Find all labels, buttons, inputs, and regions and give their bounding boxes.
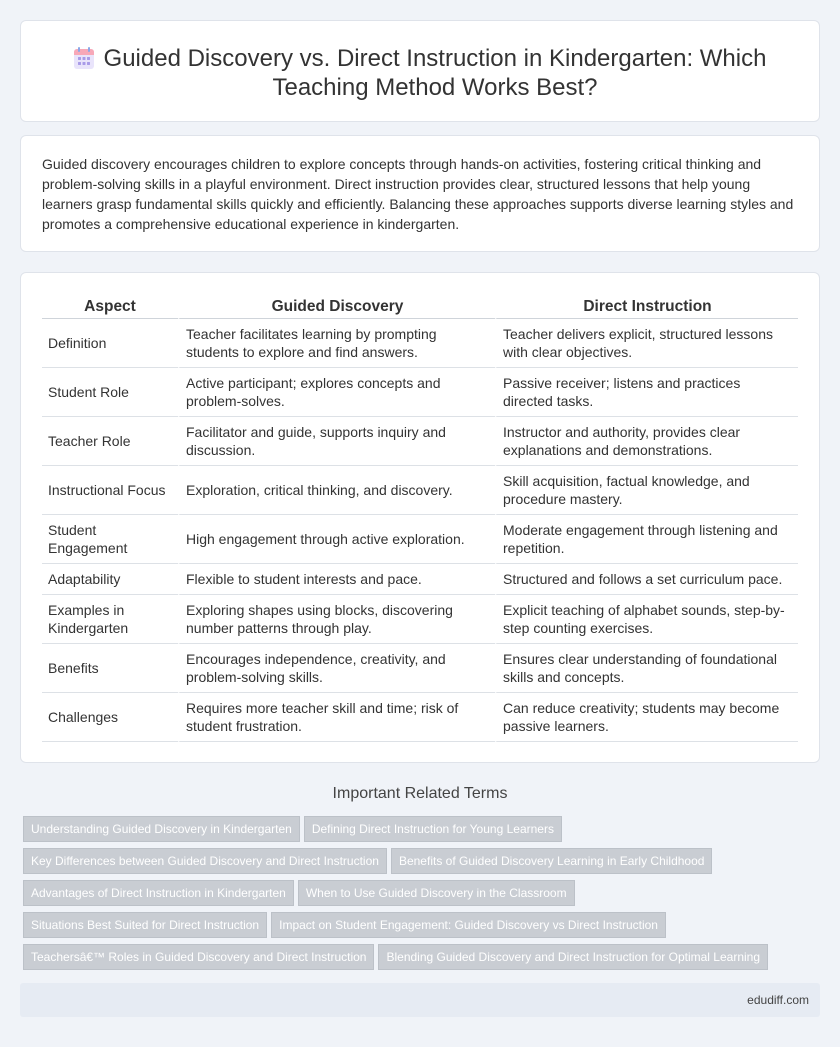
table-row [42,319,798,368]
row-guided: Facilitator and guide, supports inquiry and discussion. [178,417,495,466]
row-guided: Requires more teacher skill and time; risk of student frustration. [178,693,495,742]
table-row [42,466,798,515]
site-link[interactable]: edudiff.com [747,993,809,1007]
table-row [42,368,798,417]
row-aspect: Student Engagement [42,515,178,564]
row-aspect: Instructional Focus [42,466,178,515]
table-row [42,595,798,644]
row-direct: Instructor and authority, provides clear explanations and demonstrations. [495,417,798,466]
related-term-tag[interactable]: When to Use Guided Discovery in the Classroom [298,880,575,906]
comparison-table [42,296,798,742]
row-aspect: Challenges [42,693,178,742]
table-row [42,515,798,564]
row-direct: Ensures clear understanding of foundational skills and concepts. [495,644,798,693]
row-guided: High engagement through active exploration. [178,515,495,564]
title-card [20,20,820,122]
row-guided: Encourages independence, creativity, and problem-solving skills. [178,644,495,693]
row-direct: Explicit teaching of alphabet sounds, step-by-step counting exercises. [495,595,798,644]
row-guided: Teacher facilitates learning by prompting students to explore and find answers. [178,319,495,368]
related-term-tag[interactable]: Benefits of Guided Discovery Learning in Early Childhood [391,848,713,874]
table-row [42,564,798,595]
table-row [42,644,798,693]
related-term-tag[interactable]: Blending Guided Discovery and Direct Instruction for Optimal Learning [378,944,768,970]
intro-paragraph: Guided discovery encourages children to explore concepts through hands-on activities, fostering critical thinking and problem-solving skills in a playful environment. Direct instruction provides clear, structured lessons that help young learners grasp fundamental skills quickly and efficiently. Balancing these approaches supports diverse learning styles and promotes a comprehensive educational experience in kindergarten. [42,156,794,232]
comparison-card [20,272,820,763]
row-aspect: Examples in Kindergarten [42,595,178,644]
header-guided-discovery: Guided Discovery [178,296,495,319]
header-direct-instruction: Direct Instruction [495,296,798,319]
row-guided: Exploring shapes using blocks, discovering number patterns through play. [178,595,495,644]
related-term-tag[interactable]: Understanding Guided Discovery in Kindergarten [23,816,300,842]
related-term-tag[interactable]: Teachersâ€™ Roles in Guided Discovery and Direct Instruction [23,944,374,970]
header-aspect: Aspect [42,296,178,319]
row-aspect: Student Role [42,368,178,417]
row-direct: Can reduce creativity; students may become passive learners. [495,693,798,742]
row-aspect: Adaptability [42,564,178,595]
row-direct: Teacher delivers explicit, structured lessons with clear objectives. [495,319,798,368]
related-term-tag[interactable]: Advantages of Direct Instruction in Kindergarten [23,880,294,906]
intro-card [20,135,820,252]
row-direct: Passive receiver; listens and practices directed tasks. [495,368,798,417]
row-guided: Exploration, critical thinking, and discovery. [178,466,495,515]
related-term-tag[interactable]: Defining Direct Instruction for Young Learners [304,816,562,842]
table-row [42,417,798,466]
row-direct: Moderate engagement through listening and repetition. [495,515,798,564]
row-direct: Structured and follows a set curriculum pace. [495,564,798,595]
row-direct: Skill acquisition, factual knowledge, and procedure mastery. [495,466,798,515]
related-terms-list [23,816,813,976]
table-row [42,693,798,742]
row-aspect: Teacher Role [42,417,178,466]
row-guided: Active participant; explores concepts and problem-solves. [178,368,495,417]
related-term-tag[interactable]: Impact on Student Engagement: Guided Discovery vs Direct Instruction [271,912,666,938]
related-term-tag[interactable]: Situations Best Suited for Direct Instruction [23,912,267,938]
table-header-row [42,296,798,319]
page-title: Guided Discovery vs. Direct Instruction in Kindergarten: Which Teaching Method Works Best? [103,45,767,101]
related-terms-heading: Important Related Terms [332,785,508,802]
related-term-tag[interactable]: Key Differences between Guided Discovery and Direct Instruction [23,848,387,874]
footer [20,983,820,1017]
row-guided: Flexible to student interests and pace. [178,564,495,595]
row-aspect: Benefits [42,644,178,693]
row-aspect: Definition [42,319,178,368]
